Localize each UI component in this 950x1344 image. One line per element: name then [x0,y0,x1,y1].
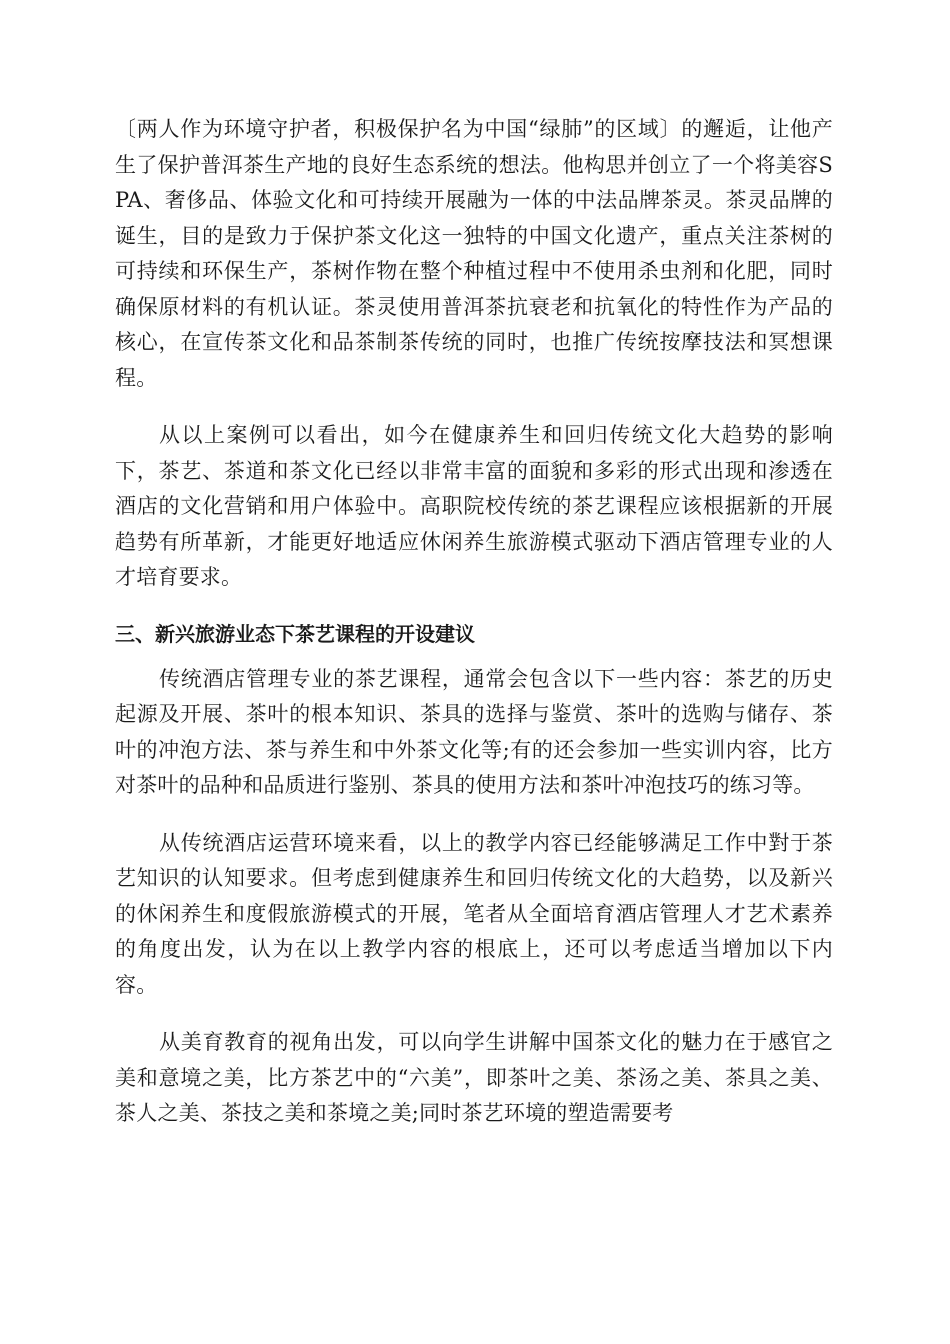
document-page [115,112,833,1154]
paragraph-case-summary: 从以上案例可以看出，如今在健康养生和回归传统文化大趋势的影响下，茶艺、茶道和茶文化已经以非常丰富的面貌和多彩的形式出现和渗透在酒店的文化营销和用户体验中。高职院校传统的茶艺课程应该根据新的开展趋势有所革新，才能更好地适应休闲养生旅游模式驱动下酒店管理专业的人才培育要求。 [115,423,833,589]
paragraph-tea-brand: 〔两人作为环境守护者，积极保护名为中国“绿肺”的区域〕的邂逅，让他产生了保护普洱茶生产地的良好生态系统的想法。他构思并创立了一个将美容SPA、奢侈品、体验文化和可持续开展融为一体的中法品牌茶灵。茶灵品牌的诞生，目的是致力于保护茶文化这一独特的中国文化遗产，重点关注茶树的可持续和环保生产，茶树作物在整个种植过程中不使用杀虫剂和化肥，同时确保原材料的有机认证。茶灵使用普洱茶抗衰老和抗氧化的特性作为产品的核心，在宣传茶文化和品茶制茶传统的同时，也推广传统按摩技法和冥想课程。 [115,117,833,390]
paragraph-traditional-course: 传统酒店管理专业的茶艺课程，通常会包含以下一些内容：茶艺的历史起源及开展、茶叶的根本知识、茶具的选择与鉴赏、茶叶的选购与储存、茶叶的冲泡方法、茶与养生和中外茶文化等;有的还会参加一些实训内容，比方对茶叶的品种和品质进行鉴别、茶具的使用方法和茶叶冲泡技巧的练习等。 [115,666,833,797]
paragraph-aesthetic-education: 从美育教育的视角出发，可以向学生讲解中国茶文化的魅力在于感官之美和意境之美，比方茶艺中的“六美”，即茶叶之美、茶汤之美、茶具之美、茶人之美、茶技之美和茶境之美;同时茶艺环境的塑造需要考 [115,1030,833,1125]
section-heading: 三、新兴旅游业态下茶艺课程的开设建议 [115,621,475,646]
paragraph-operating-environment: 从传统酒店运营环境来看，以上的教学内容已经能够满足工作中對于茶艺知识的认知要求。但考虑到健康养生和回归传统文化的大趋势，以及新兴的休闲养生和度假旅游模式的开展，笔者从全面培育酒店管理人才艺术素养的角度出发，认为在以上教学内容的根底上，还可以考虑适当增加以下内容。 [115,830,833,997]
